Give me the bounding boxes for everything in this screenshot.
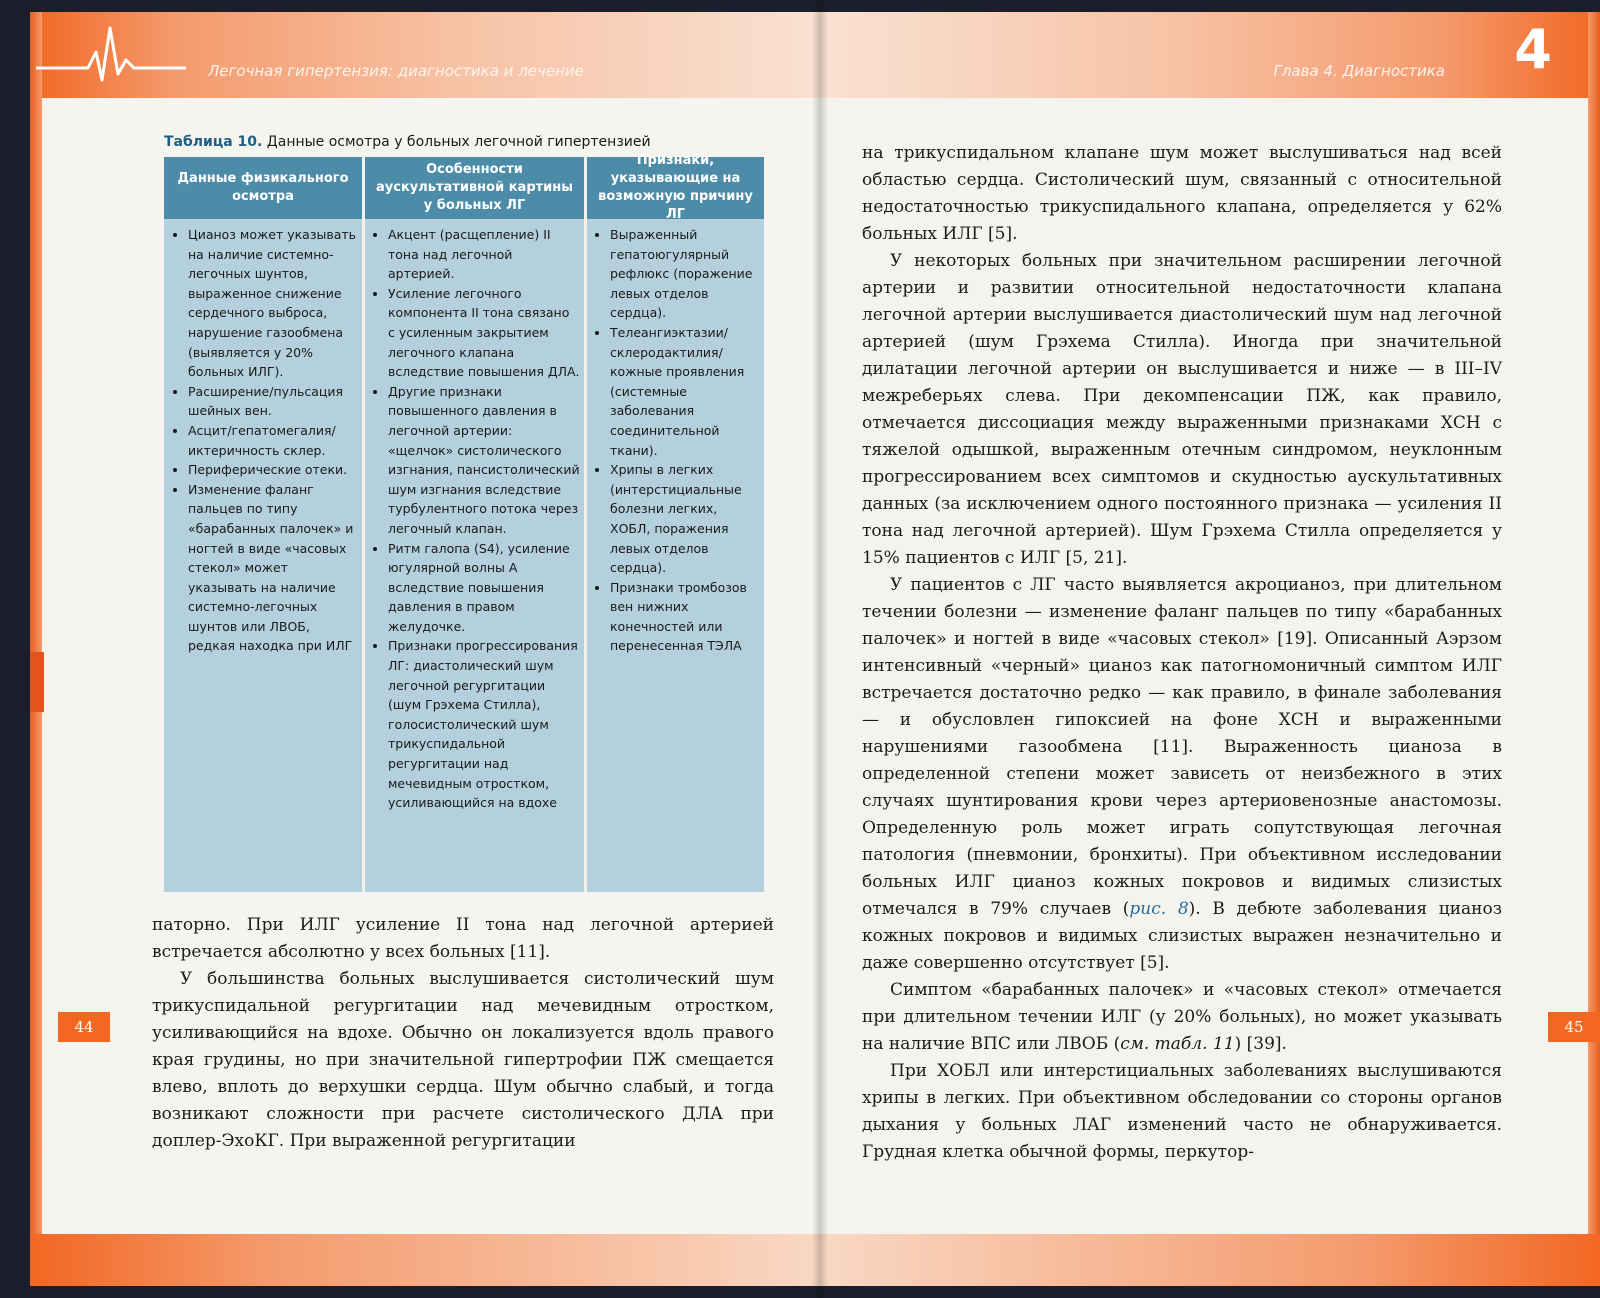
table-cell-item: • Цианоз может указывать на наличие системно-легочных шунтов, выраженное снижение сердечного выброса, нарушение газообмена (выявляется у 20% больных ИЛГ). — [188, 225, 358, 382]
table-caption-label: Таблица 10. — [164, 134, 263, 150]
table-cell-item: • Хрипы в легких (интерстициальные болезни легких, ХОБЛ, поражения левых отделов сердца). — [610, 460, 760, 578]
table-cell-item: • Признаки прогрессирования ЛГ: диастолический шум легочной регургитации (шум Грэхема Стилла), голосистолический шум трикуспидальной регургитации над мечевидным отростком, усиливающийся на вдохе — [388, 636, 580, 812]
table-caption — [164, 134, 804, 150]
table-header-cause-signs: Признаки, указывающие на возможную причину ЛГ — [598, 153, 753, 222]
table-column-physical-exam — [170, 225, 358, 656]
right-running-head: Глава 4. Диагностика — [1273, 62, 1445, 80]
text-run: Симптом «барабанных палочек» и «часовых стекол» отмечается при длительном течении ИЛГ (у 20% больных), но может указывать на наличие ВПС или ЛВОБ ( — [862, 980, 1502, 1054]
chapter-number: 4 — [1514, 18, 1552, 81]
table-reference: см. табл. 11 — [1120, 1034, 1235, 1054]
table-cell-item: • Ритм галопа (S4), усиление югулярной волны А вследствие повышения давления в правом желудочке. — [388, 539, 580, 637]
table-column-auscultation — [370, 225, 580, 813]
table-header-auscultation: Особенности аускультативной картины у больных ЛГ — [376, 162, 573, 213]
left-running-head: Легочная гипертензия: диагностика и лечение — [208, 62, 584, 80]
table-cell-item: • Другие признаки повышенного давления в легочной артерии: «щелчок» систолического изгнания, пансистолический шум изгнания вследствие турбулентного потока через легочный клапан. — [388, 382, 580, 539]
table-header-physical-exam: Данные физикального осмотра — [177, 171, 349, 204]
table-cell-item: • Асцит/гепатомегалия/иктеричность склер. — [188, 421, 358, 460]
left-footer-band — [30, 1234, 820, 1286]
table-cell-item: • Акцент (расщепление) II тона над легочной артерией. — [388, 225, 580, 284]
paragraph: паторно. При ИЛГ усиление II тона над легочной артерией встречается абсолютно у всех больных [11]. — [152, 915, 774, 962]
left-body-text — [152, 912, 774, 1155]
figure-reference-link[interactable]: рис. 8 — [1129, 899, 1189, 919]
page-number-left: 44 — [58, 1012, 110, 1042]
paragraph: на трикуспидальном клапане шум может выслушиваться над всей областью сердца. Систолический шум, связанный с относительной недостаточностью трикуспидального клапана, определяется у 62% больных ИЛГ [5]. — [862, 143, 1502, 244]
ecg-wave-icon — [36, 22, 186, 92]
paragraph: У большинства больных выслушивается систолический шум трикуспидальной регургитации над мечевидным отростком, усиливающийся на вдохе. Обычно он локализуется вдоль правого края грудины, но при значительной гипертрофии ПЖ смещается влево, вплоть до верхушки сердца. Шум обычно слабый, и тогда возникают сложности при расчете систолического ДЛА при доплер-ЭхоКГ. При выраженной регургитации — [152, 969, 774, 1151]
right-header-band — [820, 12, 1600, 98]
table-column-divider — [584, 157, 587, 892]
table-caption-text: Данные осмотра у больных легочной гипертензией — [266, 134, 651, 150]
text-run: У пациентов с ЛГ часто выявляется акроцианоз, при длительном течении болезни — изменение фаланг пальцев по типу «барабанных палочек» и ногтей в виде «часовых стекол» [19]. Описанный Аэрзом интенсивный «черный» цианоз как патогномоничный симптом ИЛГ встречается достаточно редко — как правило, в финале заболевания — и обусловлен гипоксией на фоне ХСН и выраженными нарушениями газообмена [11]. Выраженность цианоза в определенной степени может зависеть от неизбежного в этих случаях шунтирования крови через артериовенозные анастомозы. Определенную роль может играть сопутствующая легочная патология (пневмонии, бронхиты). При объективном исследовании больных ИЛГ цианоз кожных покровов и видимых слизистых отмечался в 79% случаев ( — [862, 575, 1502, 919]
table-cell-item: • Периферические отеки. — [188, 460, 358, 480]
table-cell-item: • Признаки тромбозов вен нижних конечностей или перенесенная ТЭЛА — [610, 578, 760, 656]
paragraph: При ХОБЛ или интерстициальных заболеваниях выслушиваются хрипы в легких. При объективном обследовании со стороны органов дыхания у больных ЛАГ изменений часто не обнаруживается. Грудная клетка обычной формы, перкутор- — [862, 1061, 1502, 1162]
paragraph — [862, 977, 1502, 1058]
table-cell-item: • Расширение/пульсация шейных вен. — [188, 382, 358, 421]
edge-marker — [30, 652, 44, 712]
right-edge-strip — [1588, 12, 1600, 1286]
exam-table — [164, 153, 764, 892]
table-column-cause-signs — [592, 225, 760, 656]
table-header-row — [164, 153, 764, 222]
page-number-right: 45 — [1548, 1012, 1600, 1042]
paragraph — [862, 572, 1502, 977]
table-cell-item: • Изменение фаланг пальцев по типу «барабанных палочек» и ногтей в виде «часовых стекол» может указывать на наличие системно-легочных шунтов или ЛВОБ, редкая находка при ИЛГ — [188, 480, 358, 656]
text-run: ). В дебюте заболевания цианоз кожных покровов и видимых слизистых выражен незначительно и даже совершенно отсутствует [5]. — [862, 899, 1502, 973]
table-cell-item: • Усиление легочного компонента II тона связано с усиленным закрытием легочного клапана вследствие повышения ДЛА. — [388, 284, 580, 382]
right-body-text — [862, 140, 1502, 1166]
right-page — [820, 12, 1600, 1286]
right-footer-band — [820, 1234, 1600, 1286]
table-column-divider — [362, 157, 365, 892]
table-cell-item: • Телеангиэктазии/склеродактилия/кожные проявления (системные заболевания соединительной ткани). — [610, 323, 760, 460]
left-page — [30, 12, 820, 1286]
text-run: ) [39]. — [1234, 1034, 1287, 1054]
table-cell-item: • Выраженный гепатоюгулярный рефлюкс (поражение левых отделов сердца). — [610, 225, 760, 323]
paragraph: У некоторых больных при значительном расширении легочной артерии и развитии относительной недостаточности клапана легочной артерии выслушивается диастолический шум над легочной артерией (шум Грэхема Стилла). Иногда при значительной дилатации легочной артерии он выслушивается и ниже — в III–IV межреберьях слева. При декомпенсации ПЖ, как правило, отмечается диссоциация между выраженными признаками ХСН с тяжелой одышкой, выраженным отечным синдромом, неуклонным прогрессированием всех симптомов и скудностью аускультативных данных (за исключением одного постоянного признака — усиления II тона над легочной артерией). Шум Грэхема Стилла определяется у 15% пациентов с ИЛГ [5, 21]. — [862, 251, 1502, 568]
left-edge-strip — [30, 12, 42, 1286]
